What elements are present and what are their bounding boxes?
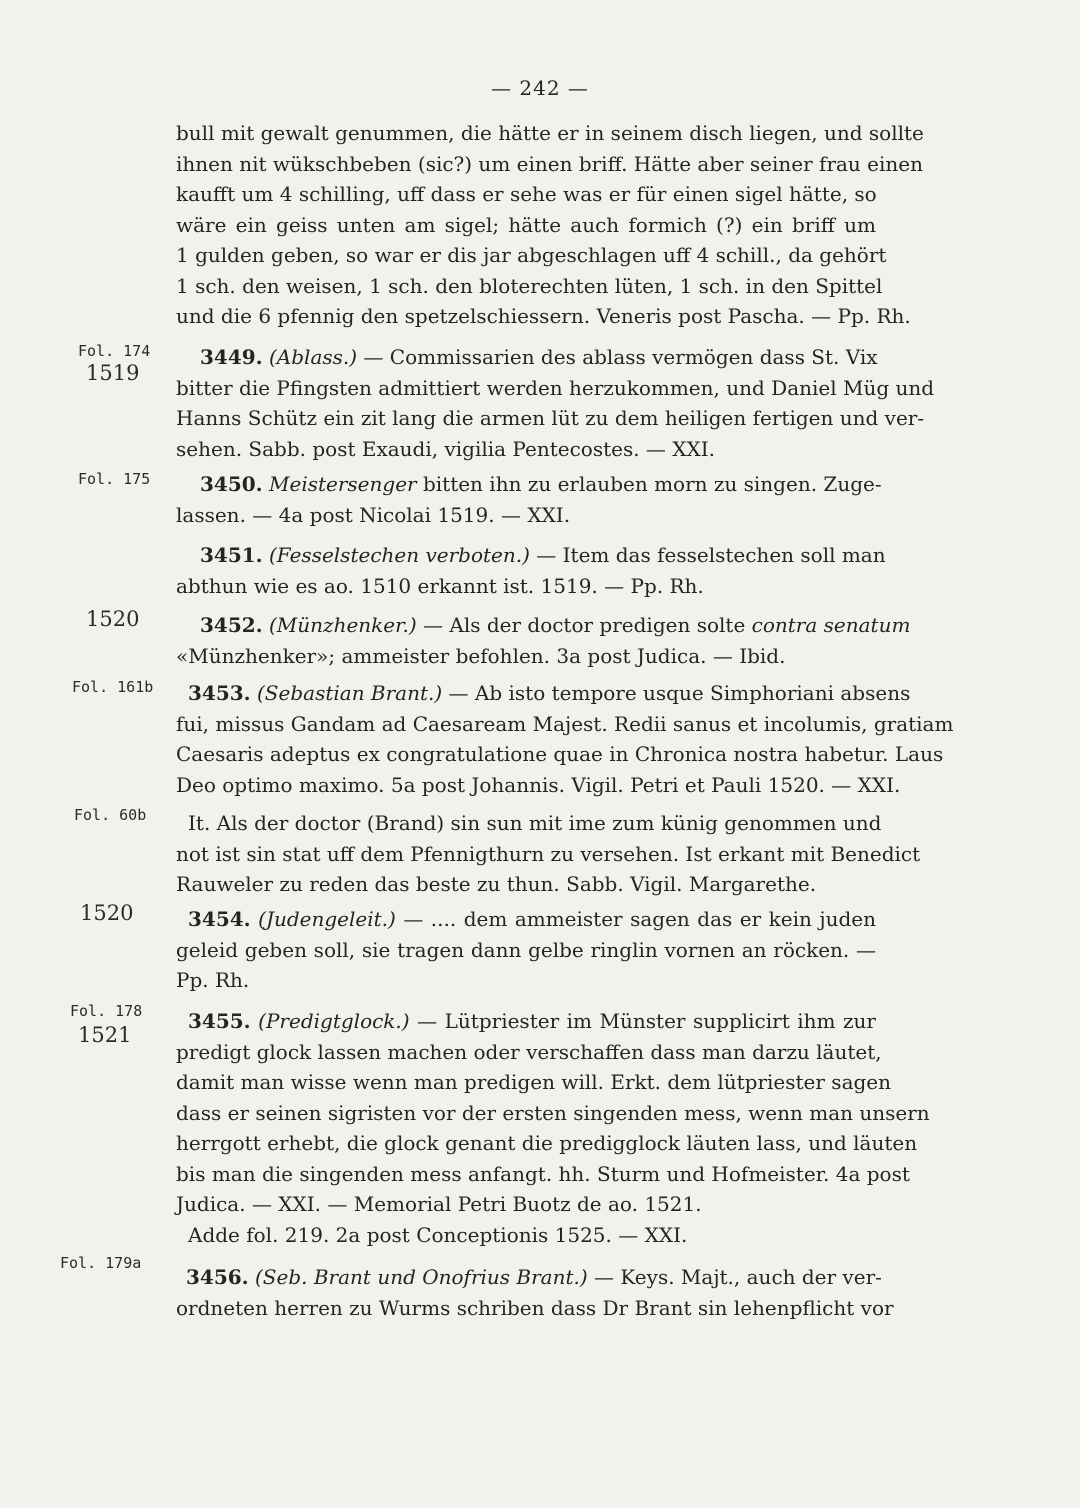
entry-number: 3450.	[200, 472, 263, 496]
entry-first-line	[176, 1006, 876, 1037]
page-number: — 242 —	[491, 76, 589, 100]
entry-3455	[176, 1006, 930, 1250]
text-line: «Münzhenker»; ammeister befohlen. 3a post Judica. — Ibid.	[176, 643, 786, 668]
text-line: damit man wisse wenn man predigen will. Erkt. dem lütpriester sagen	[176, 1070, 892, 1094]
margin-folio: Fol. 161b	[72, 678, 154, 696]
text-line: abthun wie es ao. 1510 erkannt ist. 1519. — Pp. Rh.	[176, 573, 704, 598]
entry-3449	[176, 342, 935, 464]
margin-year: 1521	[78, 1023, 132, 1047]
text-line: fui, missus Gandam ad Caesaream Majest. Redii sanus et incolumis, gratiam	[176, 711, 954, 736]
text-line: Rauweler zu reden das beste zu thun. Sabb. Vigil. Margarethe.	[176, 872, 817, 896]
entry-title: (Sebastian Brant.)	[257, 681, 443, 705]
text-line: Judica. — XXI. — Memorial Petri Buotz de ao. 1521.	[176, 1192, 702, 1216]
text-line: ordneten herren zu Wurms schriben dass Dr Brant sin lehenpflicht vor	[176, 1295, 894, 1320]
margin-folio: Fol. 174	[78, 342, 151, 360]
text-line: lassen. — 4a post Nicolai 1519. — XXI.	[176, 502, 571, 527]
margin-folio: Fol. 178	[70, 1002, 143, 1020]
entry-number: 3456.	[186, 1265, 249, 1289]
text-line: ihnen nit wükschbeben (sic?) um einen briff. Hätte aber seiner frau einen	[176, 151, 923, 176]
text-line: Caesaris adeptus ex congratulatione quae in Chronica nostra habetur. Laus	[176, 742, 944, 766]
entry-first-line	[176, 342, 876, 373]
margin-year: 1519	[86, 361, 140, 385]
entry-text: — Commissarien des ablass vermögen dass St. Vix	[357, 345, 878, 369]
entry-first-line	[176, 540, 886, 571]
entry-title: (Predigtglock.)	[258, 1009, 410, 1033]
text-line: und die 6 pfennig den spetzelschiessern. Veneris post Pascha. — Pp. Rh.	[176, 304, 911, 328]
entry-number: 3449.	[200, 345, 263, 369]
entry-number: 3453.	[188, 681, 251, 705]
text-line: not ist sin stat uff dem Pfennigthurn zu versehen. Ist erkant mit Benedict	[176, 841, 921, 866]
entry-first-line	[176, 904, 876, 935]
entry-number: 3455.	[188, 1009, 251, 1033]
adde-note: Adde fol. 219. 2a post Conceptionis 1525. — XXI.	[188, 1222, 688, 1247]
entry-first-line	[176, 678, 911, 709]
entry-number: 3454.	[188, 907, 251, 931]
entry-3450	[176, 469, 882, 530]
text-line: Deo optimo maximo. 5a post Johannis. Vigil. Petri et Pauli 1520. — XXI.	[176, 772, 901, 797]
text-line: wäre ein geiss unten am sigel; hätte auch formich (?) ein briff um	[176, 212, 876, 237]
text-line: predigt glock lassen machen oder verschaffen dass man darzu läutet,	[176, 1039, 882, 1064]
margin-folio: Fol. 60b	[74, 806, 147, 824]
entry-text: — Ab isto tempore usque Simphoriani absens	[442, 681, 911, 705]
margin-year: 1520	[86, 607, 140, 631]
entry-first-line	[176, 469, 882, 500]
text-line: It. Als der doctor (Brand) sin sun mit ime zum künig genommen und	[188, 811, 882, 835]
entry-title: (Fesselstechen verboten.)	[269, 543, 530, 567]
text-line: dass er seinen sigristen vor der ersten singenden mess, wenn man unsern	[176, 1100, 930, 1125]
entry-first-line	[176, 610, 911, 641]
text-line: bitter die Pfingsten admittiert werden herzukommen, und Daniel Müg und	[176, 375, 935, 400]
entry-3452	[176, 610, 911, 671]
entry-title: (Seb. Brant und Onofrius Brant.)	[255, 1265, 588, 1289]
margin-folio: Fol. 179a	[60, 1254, 142, 1272]
entry-fol-60b	[176, 808, 921, 900]
text-line: kaufft um 4 schilling, uff dass er sehe was er für einen sigel hätte, so	[176, 182, 877, 206]
text-line: 1 gulden geben, so war er dis jar abgeschlagen uff 4 schill., da gehört	[176, 243, 887, 267]
entry-latin: contra senatum	[751, 613, 911, 637]
entry-text: — Item das fesselstechen soll man	[529, 543, 886, 567]
entry-text: — .... dem ammeister sagen das er kein juden	[395, 907, 876, 931]
text-line: sehen. Sabb. post Exaudi, vigilia Pentecostes. — XXI.	[176, 436, 716, 461]
margin-folio: Fol. 175	[78, 470, 151, 488]
entry-number: 3452.	[200, 613, 263, 637]
entry-3453	[176, 678, 954, 800]
entry-title: (Judengeleit.)	[258, 907, 396, 931]
entry-first-line	[176, 1262, 882, 1293]
text-line: bull mit gewalt genummen, die hätte er in seinem disch liegen, und sollte	[176, 121, 924, 145]
entry-number: 3451.	[200, 543, 263, 567]
margin-year: 1520	[80, 901, 134, 925]
text-line: geleid geben soll, sie tragen dann gelbe ringlin vornen an röcken. —	[176, 937, 876, 962]
entry-title: (Ablass.)	[269, 345, 358, 369]
entry-3451	[176, 540, 886, 601]
text-line: Pp. Rh.	[176, 968, 250, 992]
entry-text: bitten ihn zu erlauben morn zu singen. Zuge-	[416, 472, 882, 496]
entry-text: — Keys. Majt., auch der ver-	[587, 1265, 882, 1289]
entry-title: (Münzhenker.)	[269, 613, 417, 637]
entry-title: Meistersenger	[269, 472, 417, 496]
text-line: Hanns Schütz ein zit lang die armen lüt zu dem heiligen fertigen und ver-	[176, 406, 925, 430]
text-line: herrgott erhebt, die glock genant die predigglock läuten lass, und läuten	[176, 1131, 918, 1155]
text-line: bis man die singenden mess anfangt. hh. Sturm und Hofmeister. 4a post	[176, 1161, 910, 1186]
entry-3454	[176, 904, 876, 996]
intro-paragraph	[176, 118, 924, 332]
entry-text: — Als der doctor predigen solte	[416, 613, 752, 637]
entry-3456	[176, 1262, 894, 1323]
entry-text: — Lütpriester im Münster supplicirt ihm zur	[409, 1009, 876, 1033]
text-line: 1 sch. den weisen, 1 sch. den bloterechten lüten, 1 sch. in den Spittel	[176, 273, 883, 298]
